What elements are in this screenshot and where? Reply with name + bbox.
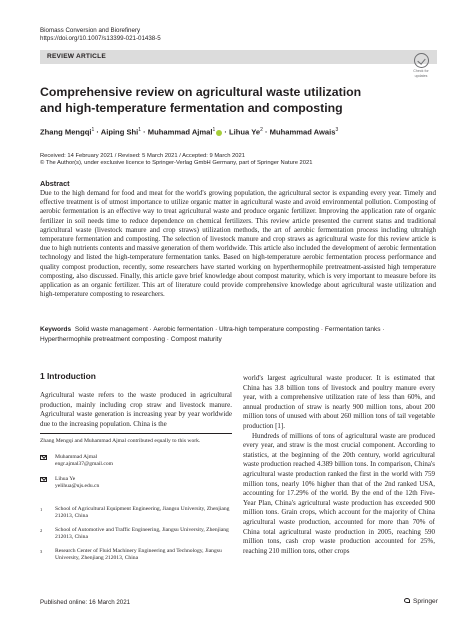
badge-label-2: updates — [414, 74, 428, 78]
paragraph: Hundreds of millions of tons of agricultural waste are produced every year, and straw is the most crucial component. According to statistics, at the beginning of the 20th century, world agricultural waste production reached 4.389 billion tons. In comparison, China's agricultural waste production ranked the first in the world with 759 million tons, nearly 10% higher than that of the 2nd ranked USA, accounting for 17.29% of the world. By the end of the 12th Five-Year Plan, China's agricultural waste production has exceeded 900 million tons. Grain crops, which account for the majority of China agricultural waste production, accounted for more than 70% of China total agricultural waste production in 2005, reaching 590 million tons, cash crop waste production accounted for 25%, reaching 210 million tons, other crops — [243, 431, 435, 555]
keywords-label: Keywords — [40, 326, 72, 333]
received-dates: Received: 14 February 2021 / Revised: 5 March 2021 / Accepted: 9 March 2021 — [40, 153, 245, 159]
copyright-notice: © The Author(s), under exclusive licence to Springer-Verlag GmbH Germany, part of Springer Nature 2021 — [40, 160, 313, 167]
check-for-updates-badge[interactable] — [411, 53, 431, 79]
publisher-logo — [404, 598, 438, 605]
author-affiliation-ref: 1 — [91, 127, 95, 133]
introduction-left-column: Agricultural waste refers to the waste produced in agricultural production, mainly including crop straw and livestock manure. Agricultural waste generation is increasing year by year worldwide due to the increasing population. China is the — [40, 391, 232, 429]
checkmark-icon — [414, 53, 429, 68]
doi-link[interactable]: https://doi.org/10.1007/s13399-021-01438-5 — [40, 35, 161, 42]
title-line-2: and high-temperature fermentation and composting — [40, 100, 343, 115]
affiliation-text: School of Automotive and Traffic Engineering, Jiangsu University, Zhenjiang 212013, China — [55, 527, 229, 541]
badge-label-1: Check for — [413, 69, 429, 73]
author-name[interactable]: Muhammad Ajmal — [147, 127, 213, 137]
envelope-icon — [40, 477, 47, 482]
introduction-right-column — [243, 374, 435, 556]
affiliation-number: 2 — [40, 528, 43, 533]
keywords-list: Solid waste management · Aerobic fermentation · Ultra-high temperature composting · Fermentation tanks · Hyperthermophile pretreatment composting · Compost maturity — [40, 326, 385, 343]
contribution-note: Zhang Mengqi and Muhammad Ajmal contributed equally to this work. — [40, 438, 201, 444]
orcid-icon[interactable] — [216, 130, 222, 136]
author-affiliation-ref: 1 — [212, 127, 216, 133]
author-affiliation-ref: 2 — [260, 127, 263, 133]
journal-name: Biomass Conversion and Biorefinery — [40, 27, 141, 34]
affiliation-1 — [40, 506, 232, 520]
affiliation-number: 3 — [40, 549, 43, 554]
affiliation-3 — [40, 548, 232, 562]
springer-horse-icon — [404, 598, 411, 604]
author-affiliation-ref: 1 — [138, 127, 142, 133]
published-online-date: Published online: 16 March 2021 — [40, 599, 131, 606]
paragraph: world's largest agricultural waste producer. It is estimated that China has 3.8 billion tons of livestock and poultry manure every year, with a comprehensive utilization rate of less than 60%, and annual production of straw is nearly 900 million tons, about 200 million tons of unused with about 260 million tons of tail vegetable production [1]. — [243, 374, 435, 430]
correspondence-name: Muhammad Ajmal — [55, 454, 98, 460]
footnote-divider — [40, 433, 232, 434]
affiliation-number: 1 — [40, 507, 43, 512]
author-name[interactable]: Lihua Ye — [229, 127, 261, 137]
affiliation-text: School of Agricultural Equipment Engineering, Jiangsu University, Zhenjiang 212013, China — [55, 506, 230, 520]
publisher-name: Springer — [413, 598, 438, 605]
correspondence-author-1 — [40, 454, 232, 468]
author-name[interactable]: Aiping Shi — [100, 127, 139, 137]
author-affiliation-ref: 3 — [335, 127, 339, 133]
journal-header — [40, 27, 161, 43]
correspondence-email[interactable]: engr.ajmal37@gmail.com — [55, 461, 113, 468]
correspondence-name: Lihua Ye — [55, 476, 76, 482]
article-type-bar — [40, 50, 437, 64]
article-type-label: REVIEW ARTICLE — [47, 53, 106, 60]
affiliation-text: Research Center of Fluid Machinery Engineering and Technology, Jiangsu University, Zhenjiang 212013, China — [55, 548, 222, 562]
title-line-1: Comprehensive review on agricultural waste utilization — [40, 85, 362, 99]
section-heading-introduction: 1 Introduction — [40, 371, 96, 381]
author-name[interactable]: Muhammad Awais — [269, 127, 336, 137]
author-name[interactable]: Zhang Mengqi — [40, 127, 92, 137]
article-title — [40, 85, 440, 116]
abstract-heading: Abstract — [40, 179, 70, 188]
correspondence-email[interactable]: yelihua@ujs.edu.cn — [55, 483, 100, 490]
correspondence-author-2 — [40, 476, 232, 490]
author-list: Zhang Mengqi$^1$ · Aiping Shi$^1$ · Muhammad Ajmal$^1$ · Lihua $Ye^2$ · Muhammad Awais$^3$ — [40, 127, 339, 137]
keywords — [40, 325, 436, 344]
affiliation-2 — [40, 527, 232, 541]
abstract-text: Due to the high demand for food and meat for the world's growing population, the agricultural sector is expanding every year. Timely and effective treatment is of utmost importance to utilize organic matter in agricultural waste and avoid environmental pollution. Composting of aerobic fermentation is an effective way to treat agricultural waste and produce organic fertilizer. Improving the application rate of organic fertilizer in soil needs time to reduce dependence on chemical fertilizers. This review article presented the current status and traditional agricultural waste (livestock manure and crop straws) utilization methods, the art of aerobic fermentation process including ultrahigh temperature fermentation and composting. The selection of livestock manure and crop straws as agricultural waste for this review article is due to high nutrients contents and massive generation of them worldwide. This article also included the development of aerobic fermentation technology and listed the high-temperature fermentation tanks. Based on high-temperature aerobic fermentation process performance and quality compost production, recently, some researchers have started working on hyperthermophile pretreatment-assisted high temperature composting, also discussed. Finally, this article gave brief knowledge about compost maturity, which is very important to measure before its application as an organic fertilizer. This art of literature could provide comprehensive knowledge about agricultural waste utilization and high-temperature composting to researchers. — [40, 189, 436, 299]
envelope-icon — [40, 455, 47, 460]
publication-history — [40, 153, 312, 168]
